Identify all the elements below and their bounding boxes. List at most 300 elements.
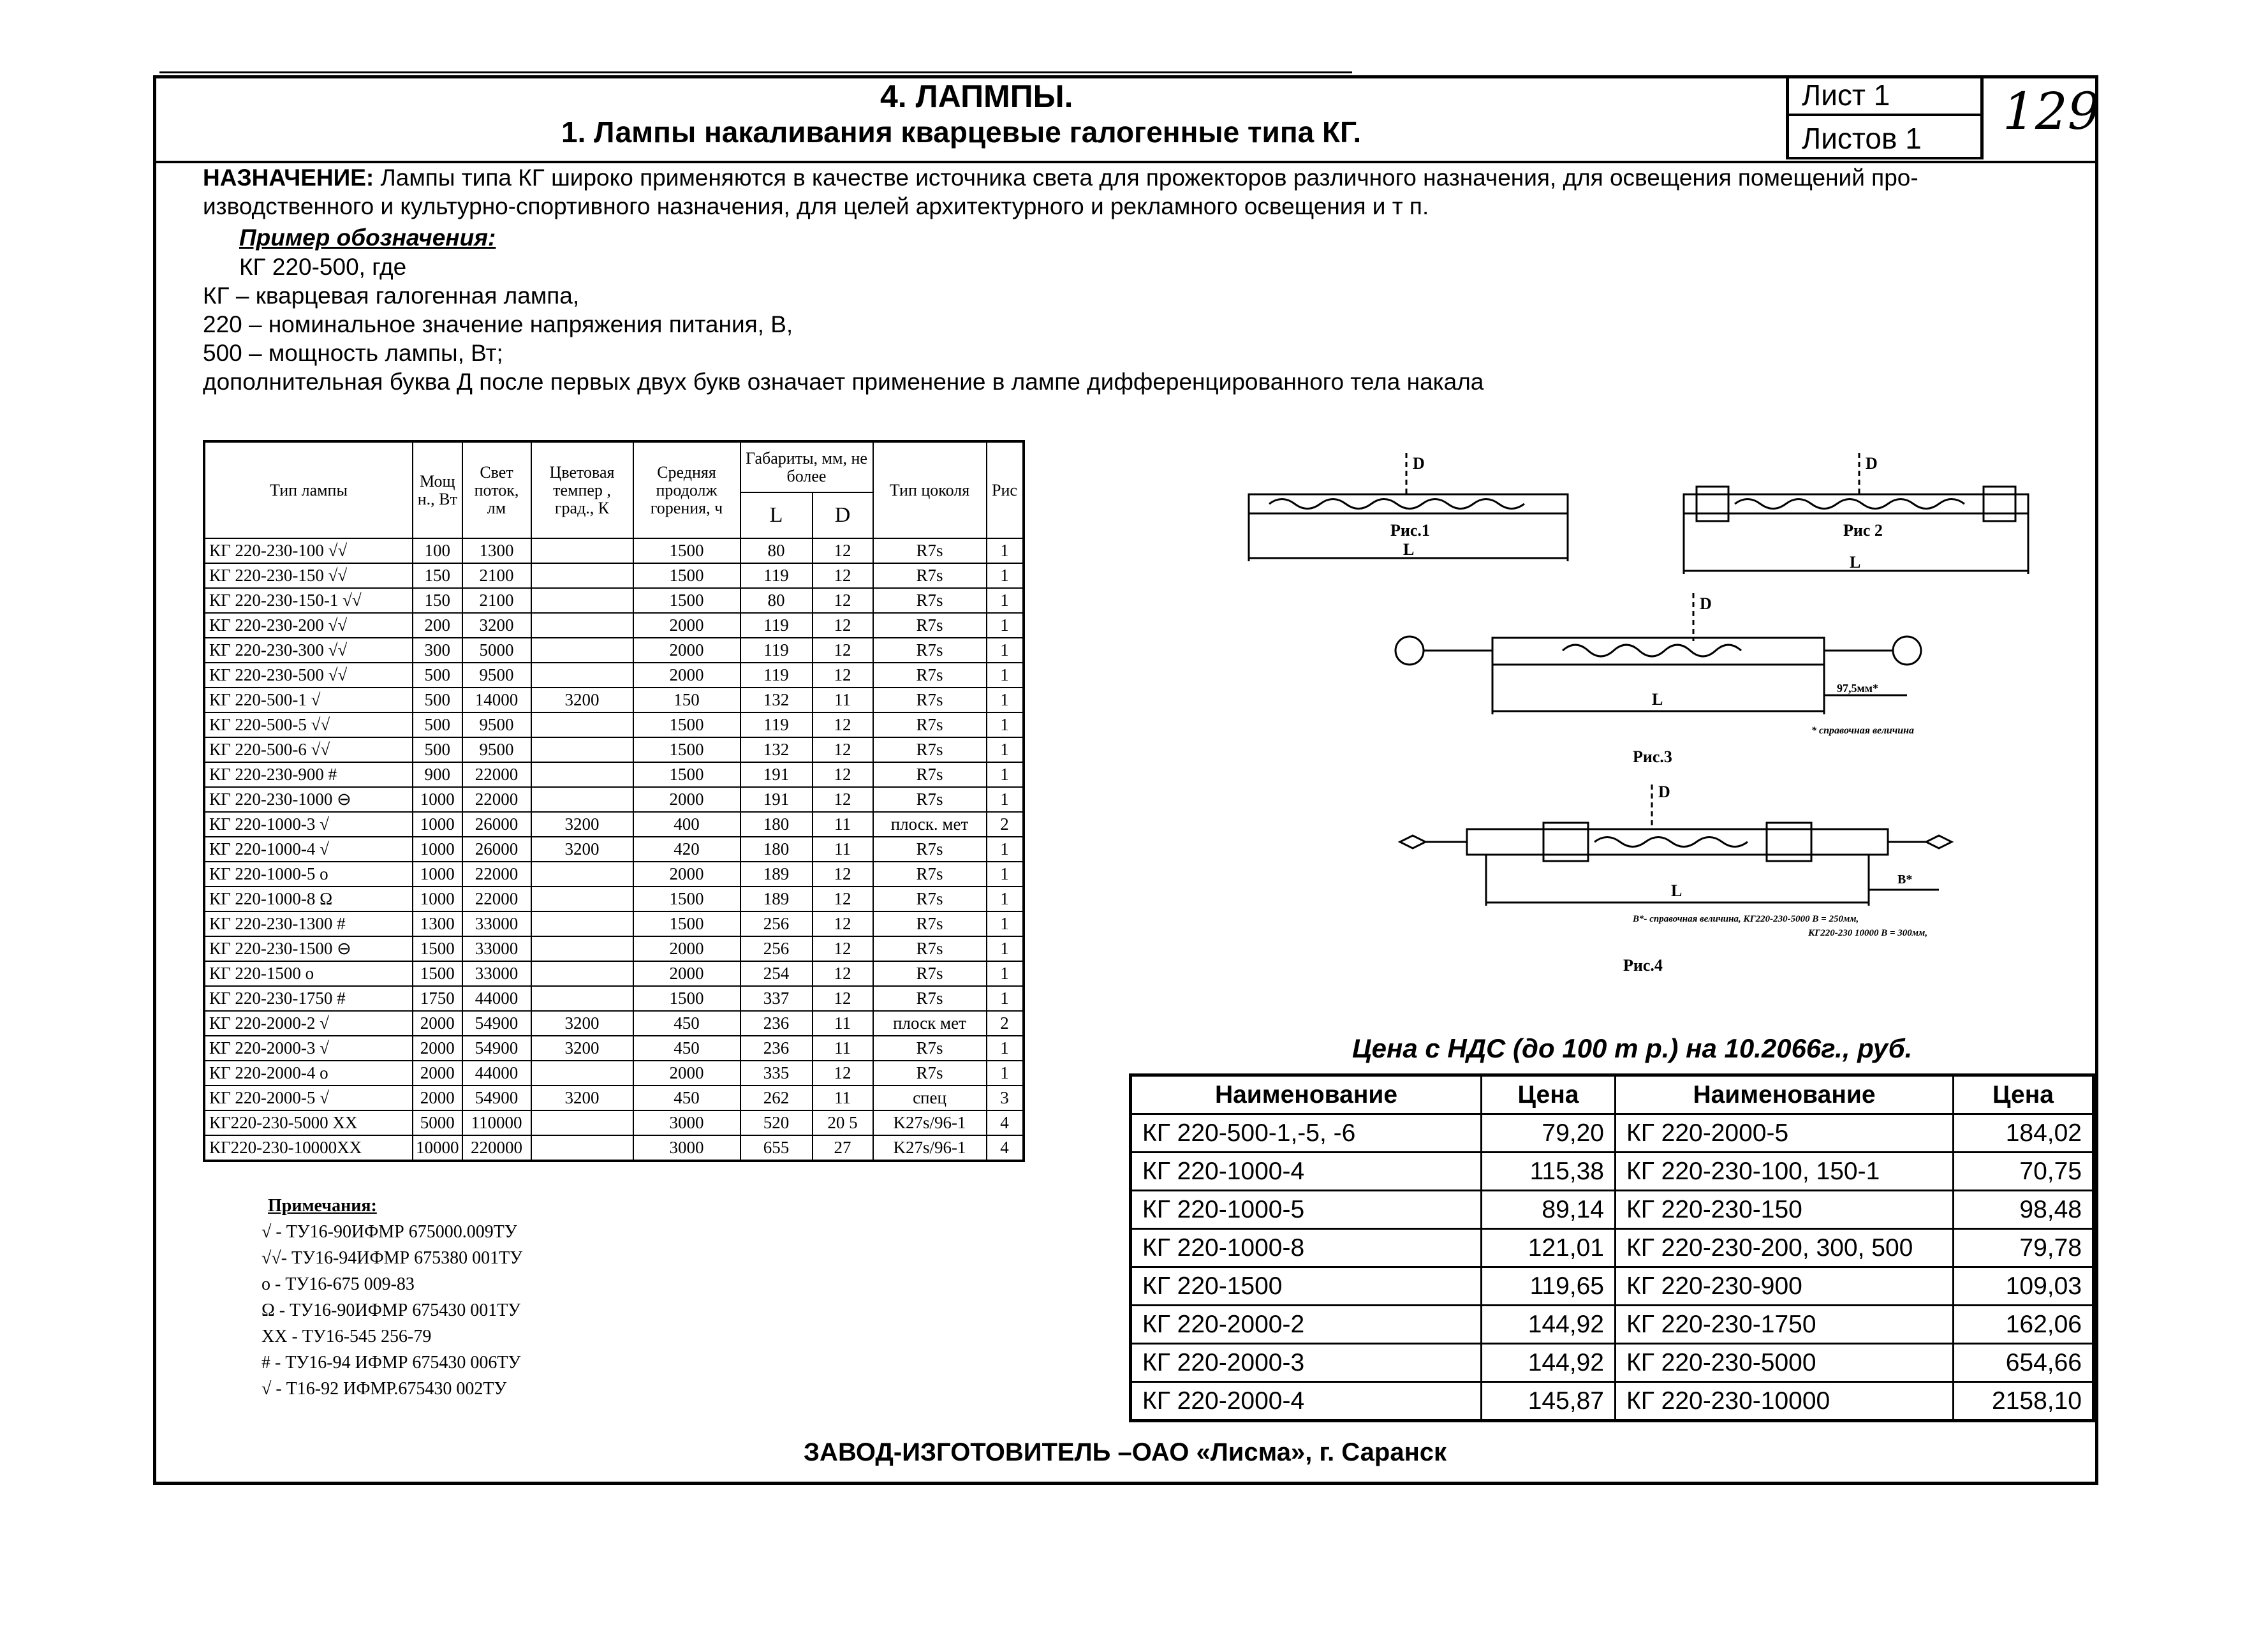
- spec-cell: 236: [740, 1011, 813, 1036]
- price-row: [1131, 1382, 2094, 1421]
- price-value: 654,66: [1954, 1344, 2094, 1382]
- spec-cell: 3200: [531, 1011, 633, 1036]
- price-value: 2158,10: [1954, 1382, 2094, 1421]
- price-value: 89,14: [1482, 1191, 1616, 1229]
- spec-cell: 5000: [413, 1110, 462, 1135]
- spec-cell: 3200: [462, 613, 531, 638]
- spec-cell: [531, 588, 633, 613]
- spec-cell: 450: [633, 1086, 740, 1110]
- spec-cell: КГ220-230-5000 XX: [204, 1110, 413, 1135]
- spec-cell: 12: [813, 1061, 873, 1086]
- price-item-name: КГ 220-230-150: [1616, 1191, 1954, 1229]
- price-item-name: КГ 220-230-100, 150-1: [1616, 1153, 1954, 1191]
- spec-cell: КГ 220-230-100 √√: [204, 538, 413, 563]
- price-row: [1131, 1344, 2094, 1382]
- spec-cell: 2000: [633, 663, 740, 688]
- spec-cell: 180: [740, 812, 813, 837]
- price-value: 70,75: [1954, 1153, 2094, 1191]
- sheets-label: Листов 1: [1789, 117, 1980, 159]
- spec-cell: 33000: [462, 961, 531, 986]
- spec-cell: [531, 663, 633, 688]
- spec-cell: 3200: [531, 812, 633, 837]
- spec-row: [204, 1011, 1024, 1036]
- spec-cell: 1500: [413, 961, 462, 986]
- spec-cell: 189: [740, 887, 813, 911]
- spec-cell: 22000: [462, 887, 531, 911]
- spec-cell: 54900: [462, 1011, 531, 1036]
- spec-cell: R7s: [873, 911, 987, 936]
- fig4-dim-d: D: [1658, 783, 1670, 801]
- spec-cell: 1: [987, 762, 1024, 787]
- example-heading: Пример обозначения:: [239, 225, 496, 251]
- spec-cell: [531, 563, 633, 588]
- spec-row: [204, 911, 1024, 936]
- note-item: o - ТУ16-675 009-83: [261, 1274, 415, 1294]
- price-item-name: КГ 220-230-1750: [1616, 1306, 1954, 1344]
- spec-cell: 3000: [633, 1110, 740, 1135]
- spec-row: [204, 961, 1024, 986]
- price-value: 109,03: [1954, 1267, 2094, 1306]
- spec-cell: 236: [740, 1036, 813, 1061]
- spec-cell: КГ 220-230-900 #: [204, 762, 413, 787]
- col-base: Тип цоколя: [873, 441, 987, 538]
- spec-row: [204, 887, 1024, 911]
- note-item: XX - ТУ16-545 256-79: [261, 1327, 432, 1346]
- spec-cell: КГ 220-1000-5 o: [204, 862, 413, 887]
- header-rule: [156, 161, 2095, 163]
- spec-cell: 1: [987, 613, 1024, 638]
- spec-cell: [531, 712, 633, 737]
- spec-cell: 44000: [462, 1061, 531, 1086]
- page-number: 129: [2003, 82, 2100, 141]
- spec-cell: КГ 220-1500 o: [204, 961, 413, 986]
- spec-cell: 150: [633, 688, 740, 712]
- spec-cell: 1500: [633, 712, 740, 737]
- spec-cell: 256: [740, 911, 813, 936]
- spec-cell: 2: [987, 1011, 1024, 1036]
- spec-cell: 1: [987, 936, 1024, 961]
- spec-cell: 2000: [633, 613, 740, 638]
- spec-cell: 2000: [413, 1036, 462, 1061]
- price-row: [1131, 1191, 2094, 1229]
- fig4-note-2: КГ220-230 10000 B = 300мм,: [1808, 928, 1928, 938]
- example-line: 220 – номинальное значение напряжения питания, В,: [203, 311, 793, 337]
- col-color-temp: Цветовая темпер , град., К: [531, 441, 633, 538]
- spec-cell: R7s: [873, 762, 987, 787]
- spec-cell: 1500: [633, 737, 740, 762]
- price-value: 144,92: [1482, 1344, 1616, 1382]
- spec-cell: [531, 986, 633, 1011]
- spec-cell: 26000: [462, 812, 531, 837]
- spec-cell: КГ 220-500-1 √: [204, 688, 413, 712]
- col-fig: Рис: [987, 441, 1024, 538]
- spec-row: [204, 688, 1024, 712]
- spec-cell: 12: [813, 936, 873, 961]
- spec-cell: 12: [813, 762, 873, 787]
- price-value: 162,06: [1954, 1306, 2094, 1344]
- fig4-dim-b: B*: [1897, 873, 1913, 887]
- note-item: √ - Т16-92 ИФМР.675430 002ТУ: [261, 1379, 507, 1399]
- spec-cell: 1: [987, 837, 1024, 862]
- note-item: √√- ТУ16-94ИФМР 675380 001ТУ: [261, 1248, 523, 1268]
- spec-row: [204, 837, 1024, 862]
- spec-cell: 12: [813, 588, 873, 613]
- price-row: [1131, 1229, 2094, 1267]
- note-item: Ω - ТУ16-90ИФМР 675430 001ТУ: [261, 1300, 521, 1320]
- spec-cell: 337: [740, 986, 813, 1011]
- spec-cell: [531, 911, 633, 936]
- spec-cell: R7s: [873, 787, 987, 812]
- spec-cell: [531, 1110, 633, 1135]
- spec-cell: R7s: [873, 936, 987, 961]
- price-item-name: КГ 220-2000-2: [1131, 1306, 1482, 1344]
- spec-cell: 1: [987, 862, 1024, 887]
- spec-cell: 1000: [413, 837, 462, 862]
- spec-cell: 1: [987, 787, 1024, 812]
- price-value: 121,01: [1482, 1229, 1616, 1267]
- price-item-name: КГ 220-230-10000: [1616, 1382, 1954, 1421]
- spec-cell: 1: [987, 1036, 1024, 1061]
- spec-cell: 262: [740, 1086, 813, 1110]
- spec-cell: 80: [740, 538, 813, 563]
- spec-cell: 1: [987, 688, 1024, 712]
- spec-cell: 100: [413, 538, 462, 563]
- spec-row: [204, 638, 1024, 663]
- spec-cell: 9500: [462, 712, 531, 737]
- spec-cell: 1300: [462, 538, 531, 563]
- spec-cell: 119: [740, 712, 813, 737]
- spec-cell: 12: [813, 663, 873, 688]
- spec-cell: R7s: [873, 613, 987, 638]
- spec-cell: 2000: [413, 1086, 462, 1110]
- spec-cell: 110000: [462, 1110, 531, 1135]
- spec-cell: 655: [740, 1135, 813, 1161]
- spec-cell: 12: [813, 961, 873, 986]
- spec-cell: 1: [987, 911, 1024, 936]
- price-item-name: КГ 220-1000-4: [1131, 1153, 1482, 1191]
- section-title: 4. ЛАПМПЫ.: [880, 78, 1073, 114]
- spec-cell: [531, 1135, 633, 1161]
- spec-cell: 3200: [531, 837, 633, 862]
- spec-cell: 900: [413, 762, 462, 787]
- spec-cell: 119: [740, 638, 813, 663]
- col-flux: Свет поток, лм: [462, 441, 531, 538]
- spec-cell: 3: [987, 1086, 1024, 1110]
- spec-cell: 22000: [462, 787, 531, 812]
- spec-cell: 12: [813, 862, 873, 887]
- spec-cell: плоск мет: [873, 1011, 987, 1036]
- price-item-name: КГ 220-230-200, 300, 500: [1616, 1229, 1954, 1267]
- spec-cell: 12: [813, 638, 873, 663]
- spec-cell: КГ 220-2000-3 √: [204, 1036, 413, 1061]
- spec-cell: 2000: [633, 936, 740, 961]
- spec-cell: 500: [413, 712, 462, 737]
- spec-cell: КГ220-230-10000XX: [204, 1135, 413, 1161]
- spec-cell: 189: [740, 862, 813, 887]
- spec-table-body: [204, 538, 1024, 1161]
- example-line: КГ 220-500, где: [239, 254, 407, 280]
- price-item-name: КГ 220-230-5000: [1616, 1344, 1954, 1382]
- spec-cell: 420: [633, 837, 740, 862]
- spec-cell: КГ 220-230-200 √√: [204, 613, 413, 638]
- spec-cell: КГ 220-2000-5 √: [204, 1086, 413, 1110]
- col-power: Мощ н., Вт: [413, 441, 462, 538]
- spec-row: [204, 563, 1024, 588]
- spec-cell: 2000: [633, 862, 740, 887]
- fig2-label: Рис 2: [1843, 521, 1883, 540]
- spec-cell: 33000: [462, 911, 531, 936]
- spec-cell: КГ 220-230-150-1 √√: [204, 588, 413, 613]
- spec-cell: 300: [413, 638, 462, 663]
- price-value: 119,65: [1482, 1267, 1616, 1306]
- spec-row: [204, 762, 1024, 787]
- spec-cell: 150: [413, 563, 462, 588]
- spec-cell: 27: [813, 1135, 873, 1161]
- fig3-label: Рис.3: [1633, 748, 1672, 766]
- spec-cell: 12: [813, 613, 873, 638]
- spec-cell: 1000: [413, 812, 462, 837]
- fig1-dim-d: D: [1413, 454, 1425, 473]
- spec-row: [204, 1135, 1024, 1161]
- spec-cell: 20 5: [813, 1110, 873, 1135]
- spec-row: [204, 1036, 1024, 1061]
- price-row: [1131, 1153, 2094, 1191]
- spec-cell: 12: [813, 737, 873, 762]
- purpose-label: НАЗНАЧЕНИЕ:: [203, 165, 374, 191]
- spec-cell: КГ 220-230-1000 ⊖: [204, 787, 413, 812]
- example-line: дополнительная буква Д после первых двух букв означает применение в лампе дифференцированного тела накала: [203, 369, 1484, 395]
- spec-cell: КГ 220-230-1500 ⊖: [204, 936, 413, 961]
- spec-cell: спец: [873, 1086, 987, 1110]
- spec-row: [204, 613, 1024, 638]
- spec-cell: 11: [813, 1036, 873, 1061]
- spec-cell: R7s: [873, 538, 987, 563]
- price-row: [1131, 1267, 2094, 1306]
- spec-cell: 150: [413, 588, 462, 613]
- fig2-dim-d: D: [1866, 454, 1878, 473]
- purpose-text-2: изводственного и культурно-спортивного назначения, для целей архитектурного и рекламного освещения и т п.: [203, 193, 1429, 219]
- spec-cell: 1: [987, 737, 1024, 762]
- spec-cell: R7s: [873, 663, 987, 688]
- spec-cell: K27s/96-1: [873, 1110, 987, 1135]
- fig1-dim-l: L: [1403, 540, 1415, 559]
- example-line: КГ – кварцевая галогенная лампа,: [203, 283, 580, 309]
- spec-cell: КГ 220-1000-3 √: [204, 812, 413, 837]
- spec-row: [204, 787, 1024, 812]
- fig4-dim-l: L: [1671, 881, 1683, 900]
- fig3-dim-975: 97,5мм*: [1837, 682, 1879, 695]
- spec-cell: 1500: [633, 538, 740, 563]
- spec-cell: 9500: [462, 737, 531, 762]
- spec-cell: 400: [633, 812, 740, 837]
- sheet-box: [1786, 75, 1984, 159]
- fig3-dim-l: L: [1652, 690, 1663, 709]
- price-value: 184,02: [1954, 1114, 2094, 1153]
- spec-cell: 520: [740, 1110, 813, 1135]
- page-subtitle: 1. Лампы накаливания кварцевые галогенные типа КГ.: [561, 115, 1362, 149]
- spec-cell: R7s: [873, 1061, 987, 1086]
- price-item-name: КГ 220-500-1,-5, -6: [1131, 1114, 1482, 1153]
- spec-cell: 1: [987, 887, 1024, 911]
- sheet-label: Лист 1: [1789, 75, 1980, 116]
- spec-cell: R7s: [873, 887, 987, 911]
- spec-cell: 335: [740, 1061, 813, 1086]
- spec-cell: 1: [987, 712, 1024, 737]
- spec-row: [204, 986, 1024, 1011]
- spec-row: [204, 663, 1024, 688]
- spec-cell: 44000: [462, 986, 531, 1011]
- spec-cell: КГ 220-500-6 √√: [204, 737, 413, 762]
- spec-row: [204, 538, 1024, 563]
- spec-cell: 12: [813, 887, 873, 911]
- fig2-dim-l: L: [1850, 553, 1861, 571]
- spec-row: [204, 588, 1024, 613]
- price-item-name: КГ 220-1500: [1131, 1267, 1482, 1306]
- spec-cell: 1000: [413, 862, 462, 887]
- spec-cell: 1500: [413, 936, 462, 961]
- spec-cell: 26000: [462, 837, 531, 862]
- spec-cell: 12: [813, 911, 873, 936]
- price-value: 79,20: [1482, 1114, 1616, 1153]
- price-item-name: КГ 220-2000-4: [1131, 1382, 1482, 1421]
- spec-cell: 119: [740, 563, 813, 588]
- spec-cell: КГ 220-230-1300 #: [204, 911, 413, 936]
- spec-cell: 500: [413, 688, 462, 712]
- spec-cell: [531, 737, 633, 762]
- price-item-name: КГ 220-2000-3: [1131, 1344, 1482, 1382]
- spec-cell: 132: [740, 737, 813, 762]
- spec-cell: 200: [413, 613, 462, 638]
- price-item-name: КГ 220-230-900: [1616, 1267, 1954, 1306]
- spec-cell: [531, 613, 633, 638]
- spec-cell: 33000: [462, 936, 531, 961]
- spec-cell: 12: [813, 712, 873, 737]
- price-value: 79,78: [1954, 1229, 2094, 1267]
- spec-cell: [531, 638, 633, 663]
- spec-cell: R7s: [873, 862, 987, 887]
- spec-cell: 12: [813, 538, 873, 563]
- spec-cell: 12: [813, 563, 873, 588]
- spec-row: [204, 737, 1024, 762]
- spec-cell: 3200: [531, 1036, 633, 1061]
- spec-cell: 1500: [633, 762, 740, 787]
- spec-cell: K27s/96-1: [873, 1135, 987, 1161]
- spec-cell: 256: [740, 936, 813, 961]
- spec-cell: 1000: [413, 887, 462, 911]
- spec-cell: R7s: [873, 563, 987, 588]
- spec-row: [204, 1061, 1024, 1086]
- spec-cell: 3200: [531, 688, 633, 712]
- price-col-price: Цена: [1954, 1075, 2094, 1114]
- spec-row: [204, 712, 1024, 737]
- spec-cell: R7s: [873, 961, 987, 986]
- spec-cell: R7s: [873, 688, 987, 712]
- spec-cell: КГ 220-230-300 √√: [204, 638, 413, 663]
- spec-cell: КГ 220-2000-2 √: [204, 1011, 413, 1036]
- spec-cell: 2000: [413, 1011, 462, 1036]
- spec-cell: R7s: [873, 712, 987, 737]
- spec-row: [204, 812, 1024, 837]
- spec-cell: 2100: [462, 588, 531, 613]
- spec-cell: 11: [813, 1086, 873, 1110]
- col-life: Средняя продолж горения, ч: [633, 441, 740, 538]
- spec-cell: 191: [740, 787, 813, 812]
- notes-heading: Примечания:: [268, 1196, 377, 1216]
- spec-cell: 1750: [413, 986, 462, 1011]
- spec-cell: 22000: [462, 762, 531, 787]
- spec-cell: 1: [987, 986, 1024, 1011]
- price-item-name: КГ 220-1000-5: [1131, 1191, 1482, 1229]
- spec-cell: [531, 961, 633, 986]
- spec-cell: 450: [633, 1011, 740, 1036]
- spec-cell: КГ 220-1000-4 √: [204, 837, 413, 862]
- note-item: √ - ТУ16-90ИФМР 675000.009ТУ: [261, 1222, 517, 1242]
- spec-cell: 1: [987, 538, 1024, 563]
- spec-row: [204, 1110, 1024, 1135]
- spec-cell: 12: [813, 986, 873, 1011]
- example-line: 500 – мощность лампы, Вт;: [203, 340, 503, 366]
- spec-cell: R7s: [873, 737, 987, 762]
- spec-cell: [531, 862, 633, 887]
- spec-cell: [531, 787, 633, 812]
- price-col-name: Наименование: [1616, 1075, 1954, 1114]
- spec-cell: 119: [740, 663, 813, 688]
- spec-cell: 4: [987, 1110, 1024, 1135]
- price-item-name: КГ 220-2000-5: [1616, 1114, 1954, 1153]
- spec-cell: [531, 538, 633, 563]
- price-row: [1131, 1306, 2094, 1344]
- spec-cell: 1: [987, 1061, 1024, 1086]
- spec-cell: 119: [740, 613, 813, 638]
- spec-cell: 2000: [413, 1061, 462, 1086]
- spec-cell: 2000: [633, 638, 740, 663]
- spec-cell: 1500: [633, 887, 740, 911]
- spec-cell: [531, 762, 633, 787]
- spec-row: [204, 862, 1024, 887]
- spec-cell: R7s: [873, 588, 987, 613]
- spec-cell: 2000: [633, 787, 740, 812]
- price-value: 145,87: [1482, 1382, 1616, 1421]
- spec-cell: 1: [987, 563, 1024, 588]
- fig1-label: Рис.1: [1390, 521, 1430, 540]
- manufacturer: ЗАВОД-ИЗГОТОВИТЕЛЬ –ОАО «Лисма», г. Саранск: [804, 1438, 1447, 1466]
- price-item-name: КГ 220-1000-8: [1131, 1229, 1482, 1267]
- fig4-note-1: B*- справочная величина, КГ220-230-5000 B = 250мм,: [1633, 914, 1859, 924]
- fig3-note: * справочная величина: [1811, 725, 1914, 736]
- spec-row: [204, 936, 1024, 961]
- col-dim-d: D: [813, 492, 873, 538]
- spec-cell: 3000: [633, 1135, 740, 1161]
- spec-cell: [531, 936, 633, 961]
- spec-cell: 22000: [462, 862, 531, 887]
- col-dim-l: L: [740, 492, 813, 538]
- spec-cell: 2000: [633, 961, 740, 986]
- spec-cell: 500: [413, 737, 462, 762]
- spec-cell: 2: [987, 812, 1024, 837]
- spec-cell: 1: [987, 961, 1024, 986]
- spec-table: [203, 440, 1025, 1162]
- top-rule: [159, 71, 1352, 73]
- spec-cell: КГ 220-230-1750 #: [204, 986, 413, 1011]
- spec-cell: 1: [987, 638, 1024, 663]
- spec-cell: R7s: [873, 837, 987, 862]
- spec-cell: 1: [987, 663, 1024, 688]
- spec-cell: 450: [633, 1036, 740, 1061]
- price-table-body: [1131, 1114, 2094, 1421]
- spec-cell: 1500: [633, 911, 740, 936]
- spec-cell: 3200: [531, 1086, 633, 1110]
- spec-cell: плоск. мет: [873, 812, 987, 837]
